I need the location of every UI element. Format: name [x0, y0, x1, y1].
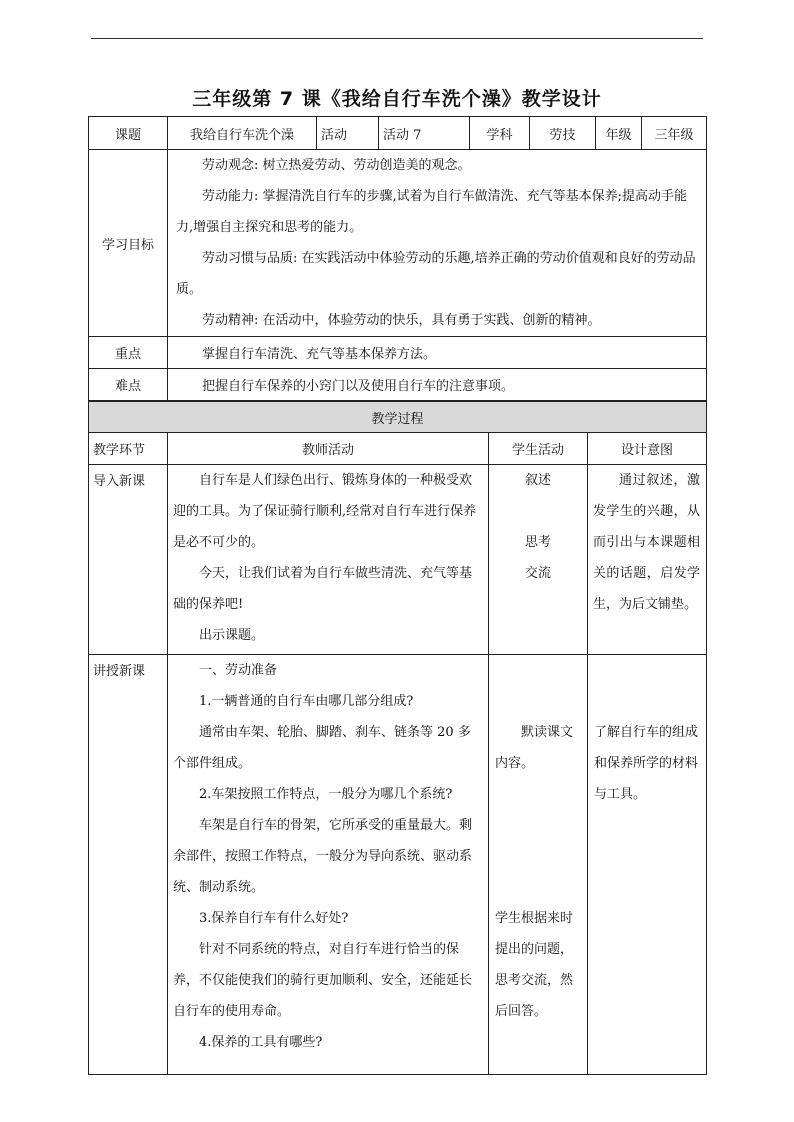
- teacher-paragraph: 通常由车架、轮胎、脚踏、刹车、链条等 20 多个部件组成。: [173, 725, 471, 771]
- difficulties-row: [89, 369, 707, 401]
- objectives-content: [168, 150, 707, 337]
- intro-intent: [588, 465, 707, 655]
- difficulties-label: 难点: [89, 369, 168, 401]
- objective-item: 劳动习惯与品质: 在实践活动中体验劳动的乐趣,培养正确的劳动价值观和良好的劳动品质。: [176, 251, 696, 297]
- intent-text: 通过叙述，激发学生的兴趣，从而引出与本课题相关的话题，启发学生，为后文铺垫。: [593, 473, 701, 612]
- process-table: [88, 401, 707, 1075]
- info-table: [88, 116, 707, 401]
- teacher-paragraph: 车架是自行车的骨架，它所承受的重量最大。剩余部件，按照工作特点，一般分为导向系统、驱动系统、制动系统。: [173, 818, 473, 895]
- subject-value: 劳技: [530, 117, 596, 150]
- activity-value: 活动 7: [379, 117, 470, 150]
- teacher-paragraph: 1.一辆普通的自行车由哪几部分组成?: [199, 694, 414, 709]
- lecture-stage: 讲授新课: [89, 655, 168, 1075]
- teacher-paragraph: 4.保养的工具有哪些?: [199, 1035, 323, 1050]
- teacher-paragraph: 今天，让我们试着为自行车做些清洗、充气等基础的保养吧!: [173, 566, 473, 612]
- lecture-teacher: [168, 655, 489, 1075]
- objective-item: 劳动观念: 树立热爱劳动、劳动创造美的观念。: [202, 158, 471, 173]
- student-activity: 叙述: [524, 473, 551, 488]
- student-activity: 默读课文内容。: [495, 725, 574, 771]
- objectives-row: [89, 150, 707, 337]
- process-header-row: [89, 433, 707, 465]
- student-activity: 思考: [524, 535, 551, 550]
- intro-stage: 导入新课: [89, 465, 168, 655]
- objective-item: 劳动精神: 在活动中，体验劳动的快乐，具有勇于实践、创新的精神。: [202, 313, 601, 328]
- lecture-intent: [588, 655, 707, 1075]
- grade-value: 三年级: [642, 117, 707, 150]
- activity-label: 活动: [317, 117, 379, 150]
- topic-value: 我给自行车洗个澡: [168, 117, 317, 150]
- objectives-label: 学习目标: [89, 150, 168, 337]
- grade-label: 年级: [596, 117, 642, 150]
- subject-label: 学科: [470, 117, 530, 150]
- intro-student: [489, 465, 588, 655]
- teacher-paragraph: 自行车是人们绿色出行、锻炼身体的一种极受欢迎的工具。为了保证骑行顺利,经常对自行车进行保养是必不可少的。: [173, 473, 477, 550]
- header-intent: 设计意图: [588, 433, 707, 465]
- topic-label: 课题: [89, 117, 168, 150]
- lecture-row: [89, 655, 707, 1075]
- key-points-label: 重点: [89, 337, 168, 369]
- info-row: [89, 117, 707, 150]
- header-stage: 教学环节: [89, 433, 168, 465]
- teacher-paragraph: 一、劳动准备: [199, 663, 278, 678]
- objective-item: 劳动能力: 掌握清洗自行车的步骤,试着为自行车做清洗、充气等基本保养;提高动手能力,增强自主探究和思考的能力。: [176, 189, 688, 235]
- teacher-paragraph: 针对不同系统的特点，对自行车进行恰当的保养，不仅能使我们的骑行更加顺利、安全，还能延长自行车的使用寿命。: [173, 942, 473, 1019]
- document-title: 三年级第 7 课《我给自行车洗个澡》教学设计: [192, 88, 602, 110]
- header-rule: [91, 38, 703, 39]
- student-activity: 交流: [524, 566, 551, 581]
- teacher-paragraph: 2.车架按照工作特点，一般分为哪几个系统?: [199, 787, 453, 802]
- intro-row: [89, 465, 707, 655]
- lecture-student: [489, 655, 588, 1075]
- intent-text: 了解自行车的组成和保养所学的材料与工具。: [594, 725, 699, 802]
- header-student: 学生活动: [489, 433, 588, 465]
- difficulties-text: 把握自行车保养的小窍门以及使用自行车的注意事项。: [168, 369, 707, 401]
- intro-teacher: [168, 465, 489, 655]
- key-points-row: [89, 337, 707, 369]
- process-title-row: [89, 402, 707, 433]
- student-activity: 学生根据来时提出的问题，思考交流，然后回答。: [495, 911, 574, 1019]
- teacher-paragraph: 出示课题。: [199, 628, 265, 643]
- header-teacher: 教师活动: [168, 433, 489, 465]
- process-title: 教学过程: [89, 402, 707, 433]
- teacher-paragraph: 3.保养自行车有什么好处?: [199, 911, 349, 926]
- key-points-text: 掌握自行车清洗、充气等基本保养方法。: [168, 337, 707, 369]
